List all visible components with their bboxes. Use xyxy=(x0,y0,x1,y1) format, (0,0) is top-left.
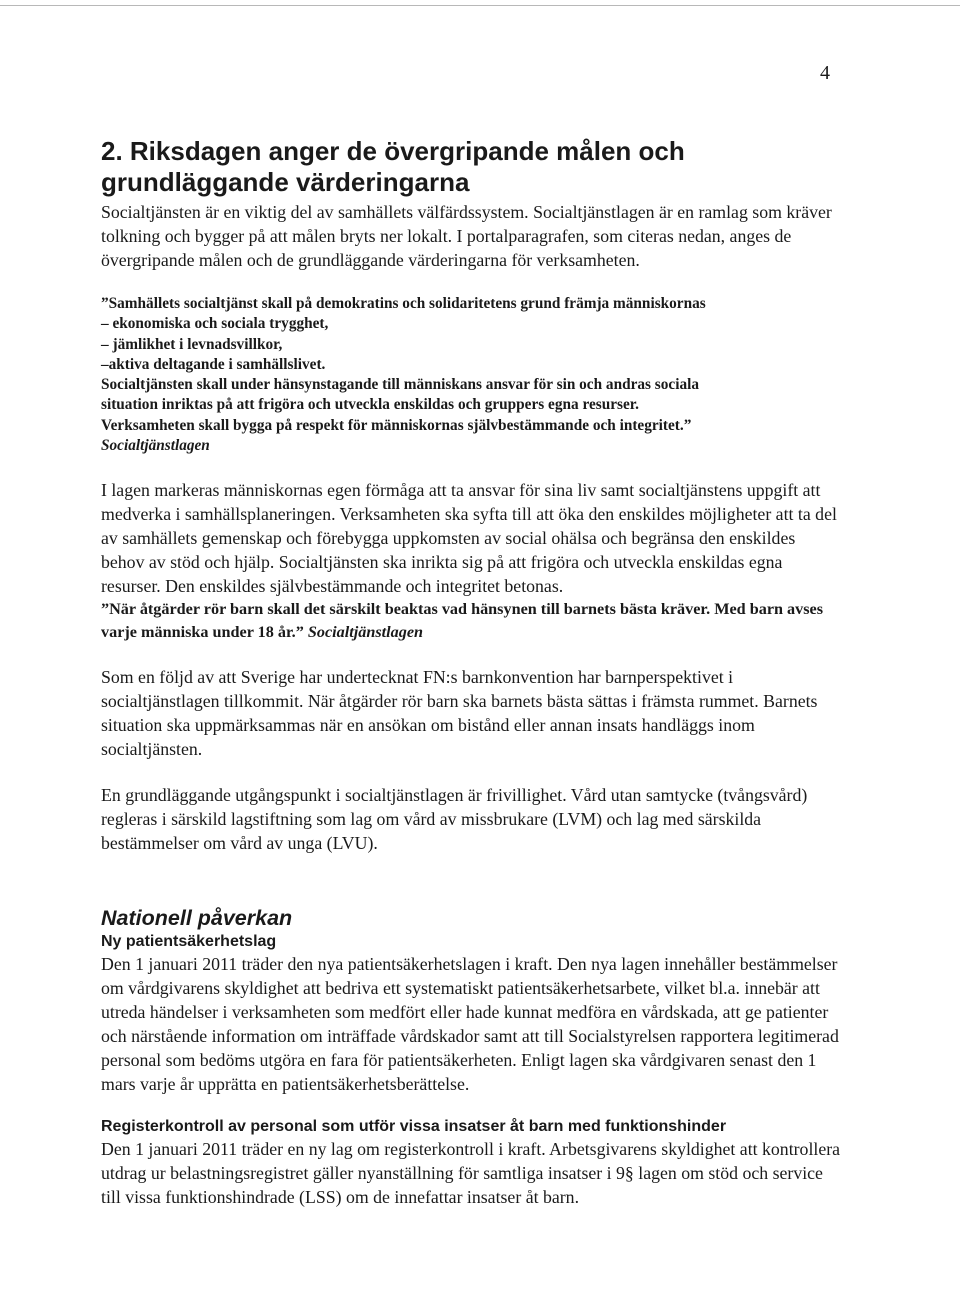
child-quote-source: Socialtjänstlagen xyxy=(307,622,424,641)
register-control-text: Den 1 januari 2011 träder en ny lag om registerkontroll i kraft. Arbetsgivarens skyldighet att kontrollera utdrag ur belastningsregistret gäller nyanställning för samtliga insatser i 9§ lagen om stöd och service till vissa funktionshindrade (LSS) om de innefattar insatser åt barn. xyxy=(101,1139,841,1208)
law-quote-line: Socialtjänsten skall under hänsynstagande till människans ansvar för sin och andras sociala xyxy=(101,376,699,394)
law-quote-line: Verksamheten skall bygga på respekt för människornas självbestämmande och integritet.” xyxy=(101,416,692,434)
child-quote-text: ”När åtgärder rör barn skall det särskilt beaktas vad hänsynen till barnets bästa kräver. Med barn avses varje människa under 18 år.” xyxy=(101,600,824,641)
patient-safety-text: Den 1 januari 2011 träder den nya patientsäkerhetslagen i kraft. Den nya lagen innehåller bestämmelser om vårdgivarens skyldighet att bedriva ett systematiskt patientsäkerhetsarbete, vilket bl.a. innebär att utreda händelser i verksamheten som medfört eller hade kunnat medföra en vårdskada, att ge patienter och närstående information om inträffade vårdskador samt att till Socialstyrelsen rapportera legitimerad personal som bedöms utgöra en fara för patientsäkerheten. Enligt lagen ska vårdgivaren senast den 1 mars varje år upprätta en patientsäkerhetsberättelse. xyxy=(101,954,839,1095)
law-quote xyxy=(101,294,841,456)
paragraph-child-perspective: Som en följd av att Sverige har undertecknat FN:s barnkonvention har barnperspektivet i socialtjänstlagen tillkommit. När åtgärder rör barn ska barnets bästa sättas i främsta rummet. Barnets situation ska uppmärksammas när en ansökan om bistånd eller annan insats handläggs inom socialtjänsten. xyxy=(101,667,818,760)
law-quote-line: ”Samhällets socialtjänst skall på demokratins och solidaritetens grund främja människornas xyxy=(101,295,706,312)
child-quote xyxy=(101,598,841,643)
register-control-heading: Registerkontroll av personal som utför vissa insatser åt barn med funktionshinder xyxy=(101,1118,727,1136)
document-body xyxy=(101,136,841,1209)
law-quote-line: – ekonomiska och sociala trygghet, xyxy=(101,315,329,333)
law-quote-line: – jämlikhet i levnadsvillkor, xyxy=(101,335,283,353)
paragraph-voluntariness: En grundläggande utgångspunkt i socialtjänstlagen är frivillighet. Vård utan samtycke (tvångsvård) regleras i särskild lagstiftning som lag om vård av missbrukare (LVM) och lag med särskilda bestämmelser om vård av unga (LVU). xyxy=(101,785,808,854)
top-rule xyxy=(0,5,960,6)
law-quote-source: Socialtjänstlagen xyxy=(101,437,210,455)
intro-paragraph: Socialtjänsten är en viktig del av samhällets välfärdssystem. Socialtjänstlagen är en ramlag som kräver tolkning och bygger på att målen bryts ner lokalt. I portalparagrafen, som citeras nedan, anges de övergripande målen och de grundläggande värderingarna för verksamheten. xyxy=(101,202,832,270)
page-number: 4 xyxy=(820,62,830,84)
national-heading: Nationell påverkan xyxy=(101,906,293,931)
section-heading: 2. Riksdagen anger de övergripande målen och grundläggande värderingarna xyxy=(101,136,685,197)
paragraph-self-responsibility: I lagen markeras människornas egen förmåga att ta ansvar för sina liv samt socialtjänstens uppgift att medverka i samhällsplaneringen. Verksamheten ska syfta till att öka den enskildes möjligheter att ta del av samhällets gemenskap och förebygga uppkomsten av social ohälsa och begränsa den enskildes behov av stöd och hjälp. Socialtjänsten ska inrikta sig på att frigöra och utveckla enskildas egna resurser. Den enskildes självbestämmande och integritet betonas. xyxy=(101,480,837,597)
law-quote-line: –aktiva deltagande i samhällslivet. xyxy=(101,355,326,373)
law-quote-line: situation inriktas på att frigöra och utveckla enskildas och gruppers egna resurser. xyxy=(101,396,639,414)
patient-safety-heading: Ny patientsäkerhetslag xyxy=(101,933,277,951)
